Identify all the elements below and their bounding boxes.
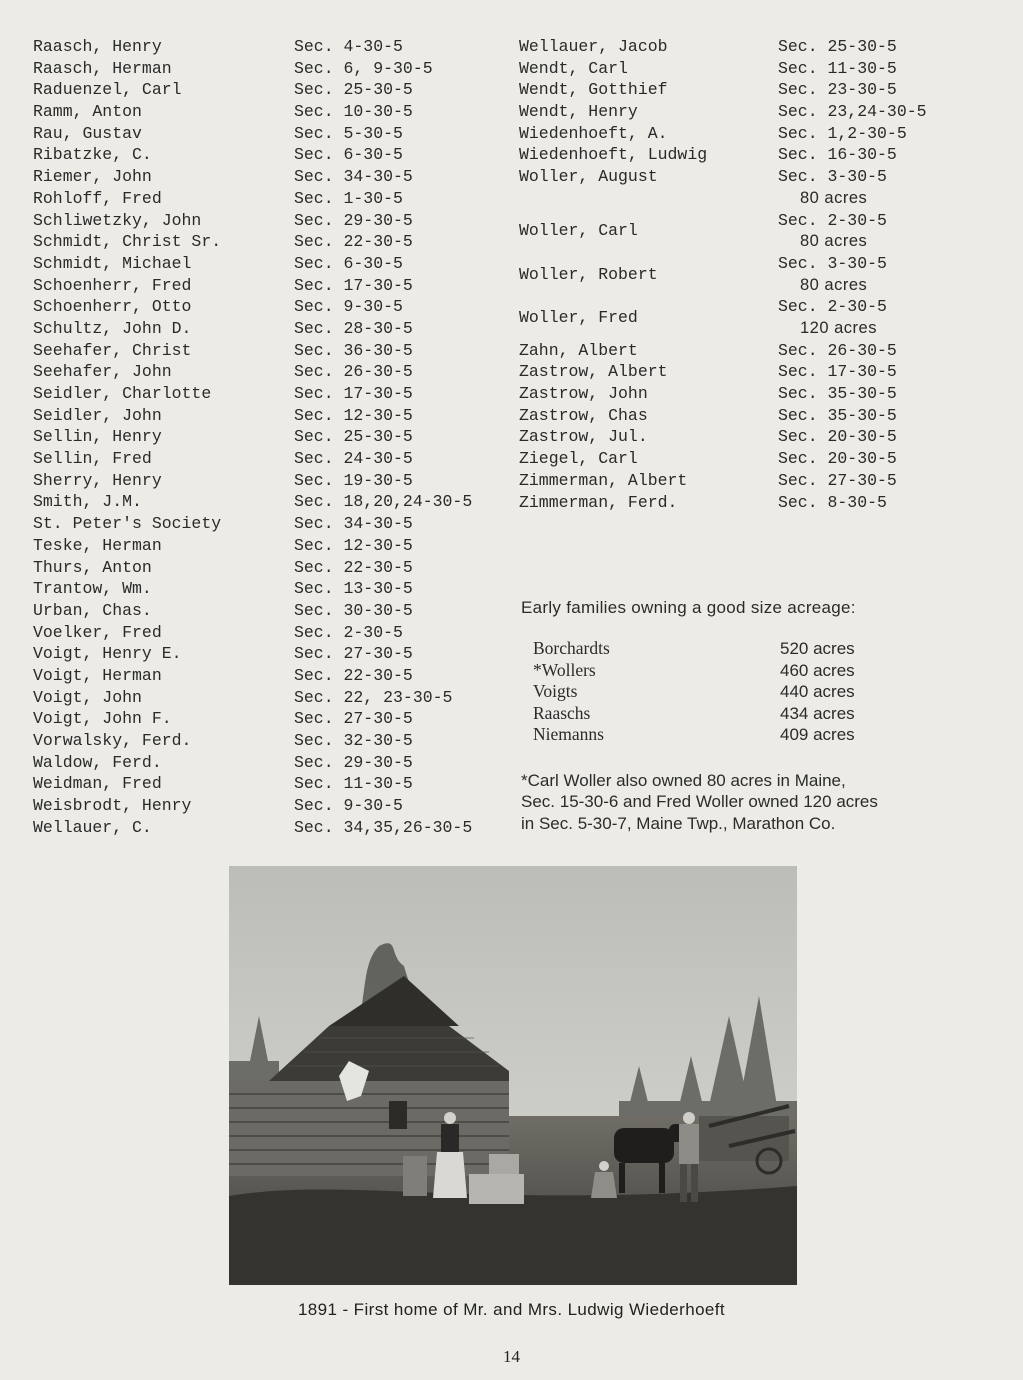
page-number: 14	[503, 1347, 520, 1366]
section-location: Sec. 23-30-5	[778, 80, 897, 100]
landowner-entry	[33, 405, 493, 427]
section-location: Sec. 25-30-5	[778, 37, 897, 56]
landowner-name: Zastrow, Jul.	[519, 427, 648, 447]
section-location: Sec. 8-30-5	[778, 492, 887, 512]
landowner-entry	[33, 665, 493, 687]
family-row	[521, 703, 991, 725]
section-location: Sec. 9-30-5	[294, 297, 403, 317]
section-location: Sec. 19-30-5	[294, 470, 413, 490]
section-location: Sec. 2-30-5	[294, 622, 403, 642]
landowner-entry	[33, 491, 493, 513]
family-name: Voigts	[533, 681, 578, 701]
family-row	[521, 681, 991, 703]
section-location: Sec. 2-30-5	[778, 297, 887, 317]
acreage: 80 acres	[800, 275, 868, 294]
landowner-name: Thurs, Anton	[33, 557, 152, 577]
left-landowner-list	[33, 36, 493, 838]
right-landowner-list	[519, 36, 959, 513]
landowner-name: Weisbrodt, Henry	[33, 796, 192, 816]
landowner-entry	[519, 470, 959, 492]
section-location: Sec. 35-30-5	[778, 384, 897, 404]
landowner-name: Raasch, Herman	[33, 58, 172, 78]
section-location: Sec. 1-30-5	[294, 188, 403, 208]
landowner-entry	[519, 166, 959, 209]
early-families-heading: Early families owning a good size acreage:	[521, 598, 856, 617]
landowner-name: Zimmerman, Albert	[519, 470, 688, 490]
section-location: Sec. 17-30-5	[778, 362, 897, 382]
landowner-name: Zastrow, Chas	[519, 405, 648, 425]
landowner-entry	[519, 361, 959, 383]
acreage: 80 acres	[800, 232, 868, 251]
section-location: Sec. 13-30-5	[294, 579, 413, 599]
landowner-entry	[519, 383, 959, 405]
landowner-name: Wellauer, Jacob	[519, 37, 668, 56]
landowner-entry	[33, 58, 493, 80]
family-acreage: 434 acres	[780, 703, 855, 723]
landowner-entry	[33, 79, 493, 101]
section-location: Sec. 26-30-5	[294, 362, 413, 382]
section-location: Sec. 5-30-5	[294, 123, 403, 143]
landowner-entry	[519, 296, 959, 339]
landowner-entry	[33, 101, 493, 123]
landowner-name: Ribatzke, C.	[33, 145, 152, 165]
landowner-entry	[519, 79, 959, 101]
landowner-name: Urban, Chas.	[33, 600, 152, 620]
landowner-entry	[33, 123, 493, 145]
section-location: Sec. 3-30-5	[778, 167, 887, 187]
section-location: Sec. 17-30-5	[294, 275, 413, 295]
landowner-name: Rohloff, Fred	[33, 188, 162, 208]
landowner-name: Wiedenhoeft, A.	[519, 123, 668, 143]
section-location: Sec. 4-30-5	[294, 37, 403, 56]
landowner-entry	[33, 253, 493, 275]
section-location: Sec. 9-30-5	[294, 796, 403, 816]
landowner-name: Smith, J.M.	[33, 492, 142, 512]
section-location: Sec. 28-30-5	[294, 318, 413, 338]
section-location: Sec. 24-30-5	[294, 449, 413, 469]
section-location: Sec. 27-30-5	[778, 470, 897, 490]
family-acreage: 520 acres	[780, 639, 855, 658]
landowner-name: Voigt, Herman	[33, 665, 162, 685]
section-location: Sec. 6-30-5	[294, 253, 403, 273]
section-location: Sec. 22-30-5	[294, 665, 413, 685]
section-location: Sec. 11-30-5	[294, 774, 413, 794]
landowner-entry	[33, 36, 493, 58]
section-location: Sec. 20-30-5	[778, 427, 897, 447]
section-location: Sec. 20-30-5	[778, 449, 897, 469]
section-location: Sec. 22, 23-30-5	[294, 687, 453, 707]
section-location: Sec. 2-30-5	[778, 210, 887, 230]
landowner-name: Sellin, Fred	[33, 449, 152, 469]
landowner-name: Zahn, Albert	[519, 340, 638, 360]
section-location: Sec. 25-30-5	[294, 80, 413, 100]
section-location: Sec. 16-30-5	[778, 145, 897, 165]
landowner-entry	[33, 578, 493, 600]
acreage: 120 acres	[800, 318, 877, 337]
landowner-entry	[33, 296, 493, 318]
section-location: Sec. 32-30-5	[294, 731, 413, 750]
section-location: Sec. 26-30-5	[778, 340, 897, 360]
family-row	[521, 660, 991, 682]
section-location: Sec. 12-30-5	[294, 405, 413, 425]
landowner-entry	[33, 687, 493, 709]
landowner-name: Schmidt, Christ Sr.	[33, 232, 222, 252]
section-location: Sec. 6, 9-30-5	[294, 58, 433, 78]
landowner-entry	[33, 513, 493, 535]
historic-photo	[229, 866, 797, 1285]
landowner-entry	[33, 622, 493, 644]
family-name: *Wollers	[533, 659, 596, 680]
landowner-entry	[33, 643, 493, 665]
footnote-line: *Carl Woller also owned 80 acres in Maine,	[521, 770, 846, 790]
section-location: Sec. 10-30-5	[294, 102, 413, 122]
section-location: Sec. 29-30-5	[294, 210, 413, 230]
family-name: Borchardts	[533, 638, 610, 658]
section-location: Sec. 3-30-5	[778, 253, 887, 273]
section-location: Sec. 22-30-5	[294, 232, 413, 252]
family-acreage: 409 acres	[780, 725, 855, 744]
landowner-name: Voelker, Fred	[33, 622, 162, 642]
landowner-entry	[33, 383, 493, 405]
landowner-entry	[33, 817, 493, 839]
section-location: Sec. 1,2-30-5	[778, 123, 907, 143]
landowner-entry	[519, 101, 959, 123]
landowner-name: Vorwalsky, Ferd.	[33, 731, 192, 750]
landowner-entry	[33, 448, 493, 470]
family-name: Niemanns	[533, 724, 604, 744]
landowner-entry	[33, 166, 493, 188]
landowner-name: Schoenherr, Otto	[33, 297, 192, 317]
footnote-line: Sec. 15-30-6 and Fred Woller owned 120 acres	[521, 792, 878, 811]
landowner-name: Woller, August	[519, 167, 658, 187]
landowner-name: Voigt, Henry E.	[33, 644, 182, 664]
section-location: Sec. 18,20,24-30-5	[294, 492, 473, 512]
landowner-entry	[519, 405, 959, 427]
landowner-name: Seidler, John	[33, 405, 162, 425]
section-location: Sec. 35-30-5	[778, 405, 897, 425]
landowner-entry	[519, 426, 959, 448]
landowner-name: Seehafer, Christ	[33, 340, 192, 360]
landowner-entry	[519, 253, 959, 296]
landowner-entry	[519, 144, 959, 166]
early-families-table	[521, 638, 991, 746]
landowner-name: Schliwetzky, John	[33, 210, 202, 230]
landowner-name: Schmidt, Michael	[33, 253, 192, 273]
landowner-name: Rau, Gustav	[33, 123, 142, 143]
landowner-name: Ziegel, Carl	[519, 449, 638, 469]
landowner-name: Teske, Herman	[33, 535, 162, 555]
landowner-name: Zastrow, Albert	[519, 362, 668, 382]
section-location: Sec. 34,35,26-30-5	[294, 817, 473, 837]
landowner-entry	[519, 58, 959, 80]
section-location: Sec. 22-30-5	[294, 557, 413, 577]
landowner-name: Waldow, Ferd.	[33, 752, 162, 772]
landowner-entry	[33, 557, 493, 579]
landowner-name: Wellauer, C.	[33, 817, 152, 837]
landowner-name: Seehafer, John	[33, 362, 172, 382]
landowner-name: Schoenherr, Fred	[33, 275, 192, 295]
woller-footnote	[521, 770, 991, 835]
landowner-entry	[33, 708, 493, 730]
landowner-name: Riemer, John	[33, 167, 152, 187]
footnote-line: in Sec. 5-30-7, Maine Twp., Marathon Co.	[521, 813, 836, 833]
early-families-section	[521, 596, 991, 834]
landowner-name: Raasch, Henry	[33, 37, 162, 56]
landowner-name: Sherry, Henry	[33, 470, 162, 490]
landowner-entry	[33, 318, 493, 340]
landowner-entry	[33, 752, 493, 774]
landowner-name: Zastrow, John	[519, 384, 648, 404]
section-location: Sec. 11-30-5	[778, 58, 897, 78]
landowner-name: Zimmerman, Ferd.	[519, 492, 678, 512]
landowner-name: Wiedenhoeft, Ludwig	[519, 145, 708, 165]
section-location: Sec. 34-30-5	[294, 167, 413, 187]
section-location: Sec. 12-30-5	[294, 535, 413, 555]
family-acreage: 440 acres	[780, 682, 855, 701]
landowner-name: Wendt, Gotthief	[519, 80, 668, 100]
landowner-name: Raduenzel, Carl	[33, 80, 182, 100]
family-name: Raaschs	[533, 702, 591, 723]
landowner-name: Trantow, Wm.	[33, 579, 152, 599]
section-location: Sec. 27-30-5	[294, 709, 413, 729]
section-location: Sec. 25-30-5	[294, 427, 413, 447]
landowner-entry	[33, 795, 493, 817]
section-location: Sec. 17-30-5	[294, 384, 413, 403]
landowner-entry	[33, 535, 493, 557]
family-row	[521, 638, 991, 660]
section-location: Sec. 30-30-5	[294, 600, 413, 620]
landowner-entry	[33, 340, 493, 362]
landowner-entry	[33, 470, 493, 492]
landowner-entry	[33, 426, 493, 448]
landowner-name: Woller, Carl	[519, 221, 638, 241]
section-location: Sec. 23,24-30-5	[778, 102, 927, 122]
landowner-name: Voigt, John	[33, 687, 142, 707]
acreage: 80 acres	[800, 188, 868, 207]
landowner-entry	[33, 361, 493, 383]
photo-caption: 1891 - First home of Mr. and Mrs. Ludwig Wiederhoeft	[297, 1300, 726, 1319]
landowner-name: Voigt, John F.	[33, 709, 172, 729]
family-row	[521, 724, 991, 746]
landowner-entry	[519, 36, 959, 58]
landowner-name: Seidler, Charlotte	[33, 384, 212, 403]
landowner-entry	[33, 188, 493, 210]
landowner-name: St. Peter's Society	[33, 514, 222, 534]
section-location: Sec. 6-30-5	[294, 145, 403, 165]
landowner-name: Woller, Fred	[519, 308, 638, 328]
homestead-photo-illustration	[229, 866, 797, 1285]
landowner-entry	[33, 730, 493, 752]
landowner-entry	[33, 275, 493, 297]
landowner-entry	[519, 492, 959, 514]
section-location: Sec. 29-30-5	[294, 752, 413, 772]
section-location: Sec. 27-30-5	[294, 644, 413, 664]
landowner-name: Weidman, Fred	[33, 774, 162, 794]
landowner-entry	[33, 773, 493, 795]
landowner-entry	[519, 340, 959, 362]
section-location: Sec. 36-30-5	[294, 340, 413, 360]
landowner-entry	[519, 210, 959, 253]
landowner-entry	[33, 144, 493, 166]
landowner-name: Ramm, Anton	[33, 102, 142, 122]
landowner-name: Wendt, Carl	[519, 58, 628, 78]
landowner-entry	[519, 448, 959, 470]
landowner-name: Sellin, Henry	[33, 427, 162, 447]
landowner-name: Woller, Robert	[519, 264, 658, 284]
landowner-name: Wendt, Henry	[519, 102, 638, 122]
landowner-entry	[33, 210, 493, 232]
landowner-entry	[519, 123, 959, 145]
landowner-entry	[33, 231, 493, 253]
landowner-name: Schultz, John D.	[33, 318, 192, 338]
section-location: Sec. 34-30-5	[294, 514, 413, 534]
family-acreage: 460 acres	[780, 660, 855, 680]
landowner-entry	[33, 600, 493, 622]
